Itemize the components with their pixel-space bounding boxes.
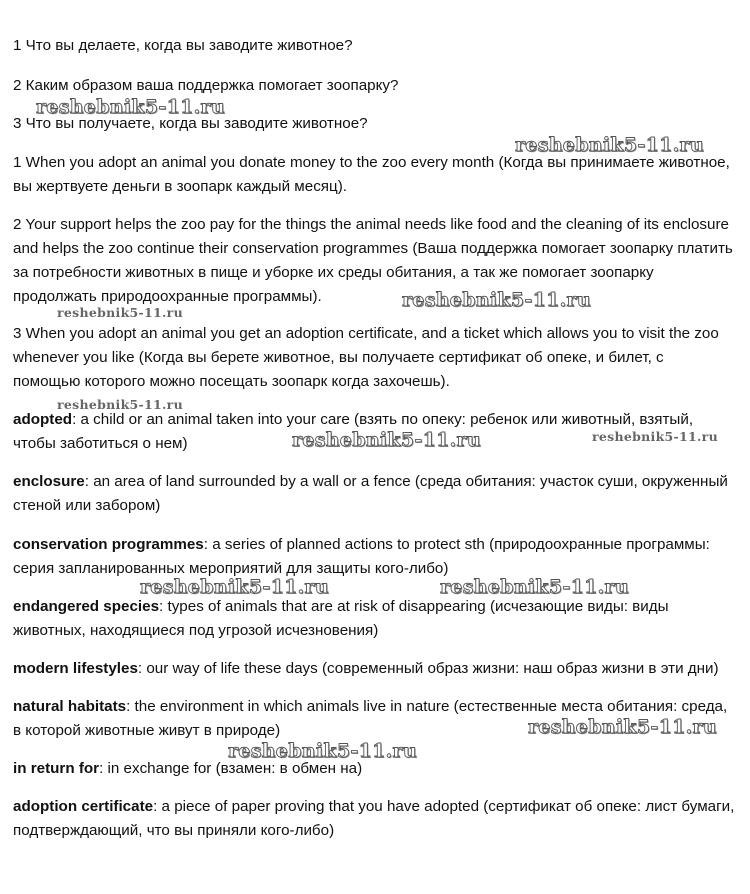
glossary-definition: : a child or an animal taken into your care (взять по опеку: ребенок или животный, взятый, чтобы заботиться о нем) [13, 411, 694, 452]
question-1: 1 Что вы делаете, когда вы заводите животное? [13, 37, 353, 54]
watermark: reshebnik5-11.ru [402, 289, 591, 311]
watermark: reshebnik5-11.ru [592, 429, 718, 444]
watermark: reshebnik5-11.ru [57, 397, 183, 412]
answer-3: 3 When you adopt an animal you get an adoption certificate, and a ticket which allows you to visit the zoo whenever you like (Когда вы берете животное, вы получаете сертификат об опеке, и билет, с помощью которого можно посещать зоопарк когда захочешь). [13, 325, 719, 390]
glossary-term: enclosure [13, 473, 85, 490]
question-3: 3 Что вы получаете, когда вы заводите животное? [13, 115, 368, 132]
watermark: reshebnik5-11.ru [440, 576, 629, 598]
glossary-definition: : an area of land surrounded by a wall or a fence (среда обитания: участок суши, окруженный стеной или забором) [13, 473, 728, 514]
glossary-term: in return for [13, 760, 100, 777]
glossary-definition: : the environment in which animals live in nature (естественные места обитания: среда, в которой животные живут в природе) [13, 698, 728, 739]
glossary-definition: : in exchange for (взамен: в обмен на) [99, 760, 363, 777]
watermark: reshebnik5-11.ru [57, 305, 183, 320]
glossary-entry-enclosure [13, 470, 735, 518]
watermark: reshebnik5-11.ru [292, 429, 481, 451]
glossary-entry-modern-lifestyles [13, 657, 735, 681]
question-2: 2 Каким образом ваша поддержка помогает зоопарку? [13, 77, 399, 94]
watermark: reshebnik5-11.ru [528, 716, 717, 738]
watermark: reshebnik5-11.ru [515, 134, 704, 156]
glossary-term: adopted [13, 411, 73, 428]
glossary-definition: : types of animals that are at risk of disappearing (исчезающие виды: виды животных, находящиеся под угрозой исчезновения) [13, 598, 669, 639]
glossary-term: modern lifestyles [13, 660, 138, 677]
glossary-term: conservation programmes [13, 536, 204, 553]
watermark: reshebnik5-11.ru [36, 96, 225, 118]
watermark: reshebnik5-11.ru [140, 576, 329, 598]
glossary-definition: : a piece of paper proving that you have adopted (сертификат об опеке: лист бумаги, подтверждающий, что вы приняли кого-либо) [13, 798, 735, 839]
glossary-term: endangered species [13, 598, 160, 615]
answer-1: 1 When you adopt an animal you donate money to the zoo every month (Когда вы принимаете животное, вы жертвуете деньги в зоопарк каждый месяц). [13, 154, 730, 195]
glossary-term: adoption certificate [13, 798, 154, 815]
watermark: reshebnik5-11.ru [228, 740, 417, 762]
glossary-term: natural habitats [13, 698, 127, 715]
glossary-definition: : a series of planned actions to protect sth (природоохранные программы: серия запланированных мероприятий для защиты кого-либо) [13, 536, 710, 577]
answer-2: 2 Your support helps the zoo pay for the things the animal needs like food and the cleaning of its enclosure and helps the zoo continue their conservation programmes (Ваша поддержка помогает зоопарку платить за потребности животных в пище и уборке их среды обитания, а так же помогает зоопарку продолжать природоохранные программы). [13, 216, 733, 305]
glossary-definition: : our way of life these days (современный образ жизни: наш образ жизни в эти дни) [137, 660, 719, 677]
glossary-entry-conservation-programmes [13, 533, 735, 581]
glossary-entry-endangered-species [13, 595, 735, 643]
glossary-entry-adoption-certificate [13, 795, 735, 843]
